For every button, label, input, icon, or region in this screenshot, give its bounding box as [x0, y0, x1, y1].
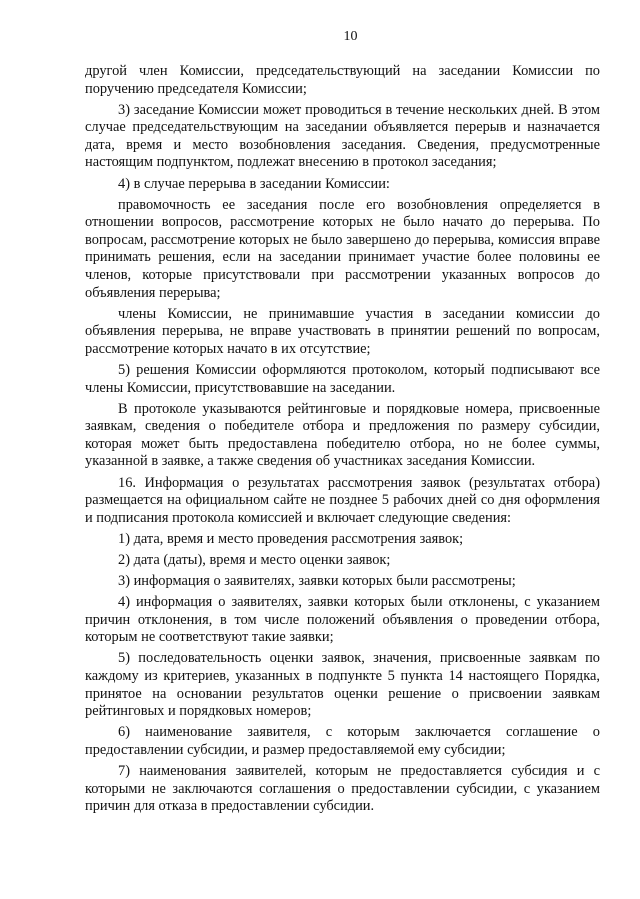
paragraph: правомочность ее заседания после его возобновления определяется в отношении вопросов, рассмотрение которых не было начато до перерыва. По вопросам, рассмотрение которых не было завершено до перерыва, комиссия вправе принимать решения, если на заседании принимает участие более половины ее членов, которые присутствовали при рассмотрении указанных вопросов до объявления перерыва; [85, 196, 600, 301]
paragraph: 5) последовательность оценки заявок, значения, присвоенные заявкам по каждому из критериев, указанных в подпункте 5 пункта 14 настоящего Порядка, принятое на основании результатов оценки решение о присвоении заявкам рейтинговых и порядковых номеров; [85, 650, 600, 720]
paragraph: 2) дата (даты), время и место оценки заявок; [118, 551, 391, 568]
paragraph: 3) заседание Комиссии может проводиться в течение нескольких дней. В этом случае председательствующим на заседании объявляется перерыв и назначается дата, время и место возобновления заседания. Сведения, предусмотренные настоящим подпунктом, подлежат внесению в протокол заседания; [85, 101, 600, 171]
paragraph: 3) информация о заявителях, заявки которых были рассмотрены; [118, 573, 516, 590]
document-body [85, 63, 600, 816]
paragraph: 6) наименование заявителя, с которым заключается соглашение о предоставлении субсидии, и размер предоставляемой ему субсидии; [85, 724, 600, 758]
paragraph: члены Комиссии, не принимавшие участия в заседании комиссии до объявления перерыва, не вправе участвовать в принятии решений по вопросам, рассмотрение которых начато в их отсутствие; [85, 305, 600, 357]
paragraph: В протоколе указываются рейтинговые и порядковые номера, присвоенные заявкам, сведения о победителе отбора и предложения по размеру субсидии, которая может быть предоставлена победителю отбора, но не более суммы, указанной в заявке, а также сведения об участниках заседания Комиссии. [85, 400, 600, 470]
paragraph: 7) наименования заявителей, которым не предоставляется субсидия и с которыми не заключаются соглашения о предоставлении субсидии, с указанием причин для отказа в предоставлении субсидии. [85, 762, 600, 815]
paragraph: 5) решения Комиссии оформляются протоколом, который подписывают все члены Комиссии, присутствовавшие на заседании. [85, 362, 600, 396]
paragraph: другой член Комиссии, председательствующий на заседании Комиссии по поручению председателя Комиссии; [85, 63, 600, 97]
paragraph: 4) информация о заявителях, заявки которых были отклонены, с указанием причин отклонения, в том числе положений объявления о проведении отбора, которым не соответствуют такие заявки; [85, 594, 600, 646]
paragraph: 16. Информация о результатах рассмотрения заявок (результатах отбора) размещается на официальном сайте не позднее 5 рабочих дней со дня оформления и подписания протокола комиссией и включает следующие сведения: [85, 474, 600, 526]
paragraph: 4) в случае перерыва в заседании Комиссии: [118, 175, 390, 192]
page-number: 10 [343, 29, 358, 44]
paragraph: 1) дата, время и место проведения рассмотрения заявок; [118, 530, 464, 547]
